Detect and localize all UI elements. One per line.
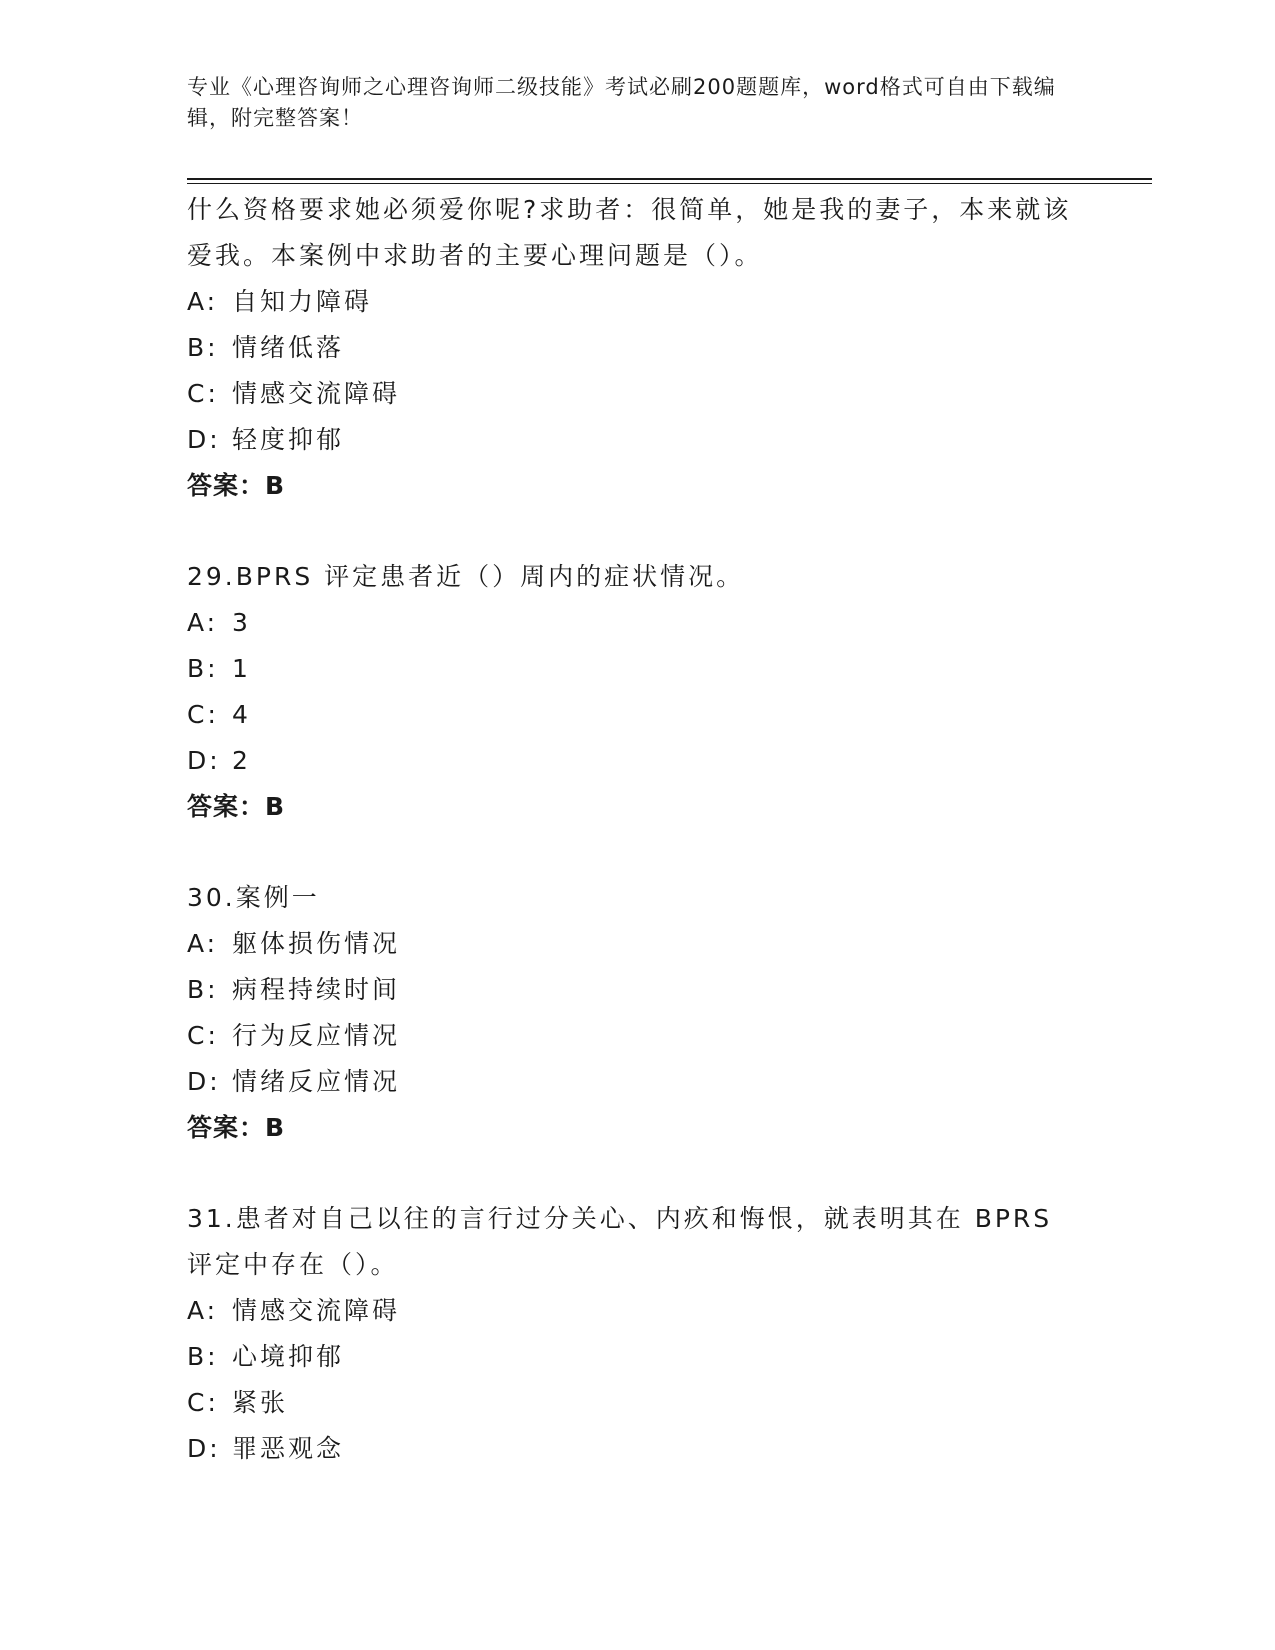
option-letter: A: [187,287,219,316]
option-text: 自知力障碍 [232,287,373,316]
option-c [187,1380,1087,1426]
question-text: 31.患者对自己以往的言行过分关心、内疚和悔恨，就表明其在 BPRS 评定中存在（）。 [187,1204,1053,1279]
option-letter: B: [187,975,219,1004]
option-letter: D: [187,1434,221,1463]
option-text: 1 [232,654,251,683]
option-text: 轻度抑郁 [232,425,345,454]
option-letter: D: [187,1067,221,1096]
option-a [187,279,1087,325]
option-letter: C: [187,1388,219,1417]
question-28 [187,187,1087,509]
option-text: 情绪反应情况 [232,1067,401,1096]
document-header: 专业《心理咨询师之心理咨询师二级技能》考试必刷200题题库，word格式可自由下载编辑，附完整答案！ [187,75,1056,130]
answer: 答案：B [187,792,286,821]
option-d [187,1059,1087,1105]
option-text: 行为反应情况 [232,1021,401,1050]
option-b [187,646,1087,692]
option-text: 躯体损伤情况 [232,929,401,958]
option-a [187,1288,1087,1334]
option-text: 情感交流障碍 [232,379,401,408]
option-text: 2 [232,746,251,775]
option-letter: A: [187,608,219,637]
option-letter: A: [187,1296,219,1325]
question-text: 30.案例一 [187,883,320,912]
option-d [187,738,1087,784]
option-letter: B: [187,333,219,362]
question-list [187,187,1087,1472]
spacer [187,1151,1087,1196]
spacer [187,830,1087,875]
option-text: 心境抑郁 [232,1342,345,1371]
header-divider-thick [187,178,1152,180]
option-letter: B: [187,654,219,683]
option-text: 罪恶观念 [232,1434,345,1463]
option-text: 4 [232,700,251,729]
option-a [187,921,1087,967]
option-d [187,1426,1087,1472]
option-letter: C: [187,700,219,729]
option-c [187,1013,1087,1059]
answer: 答案：B [187,1113,286,1142]
option-c [187,371,1087,417]
option-text: 情感交流障碍 [232,1296,401,1325]
option-text: 3 [232,608,251,637]
question-text: 什么资格要求她必须爱你呢?求助者：很简单，她是我的妻子，本来就该爱我。本案例中求助者的主要心理问题是（）。 [187,195,1072,270]
option-letter: B: [187,1342,219,1371]
answer: 答案：B [187,471,286,500]
option-letter: C: [187,379,219,408]
option-b [187,1334,1087,1380]
option-letter: A: [187,929,219,958]
header-divider-thin [187,183,1152,184]
option-b [187,967,1087,1013]
option-letter: D: [187,425,221,454]
question-29 [187,554,1087,830]
question-30 [187,875,1087,1151]
option-text: 病程持续时间 [232,975,401,1004]
option-letter: C: [187,1021,219,1050]
option-text: 情绪低落 [232,333,345,362]
question-text: 29.BPRS 评定患者近（）周内的症状情况。 [187,562,745,591]
question-31 [187,1196,1087,1472]
option-d [187,417,1087,463]
spacer [187,509,1087,554]
option-b [187,325,1087,371]
option-letter: D: [187,746,221,775]
option-a [187,600,1087,646]
option-text: 紧张 [232,1388,289,1417]
option-c [187,692,1087,738]
